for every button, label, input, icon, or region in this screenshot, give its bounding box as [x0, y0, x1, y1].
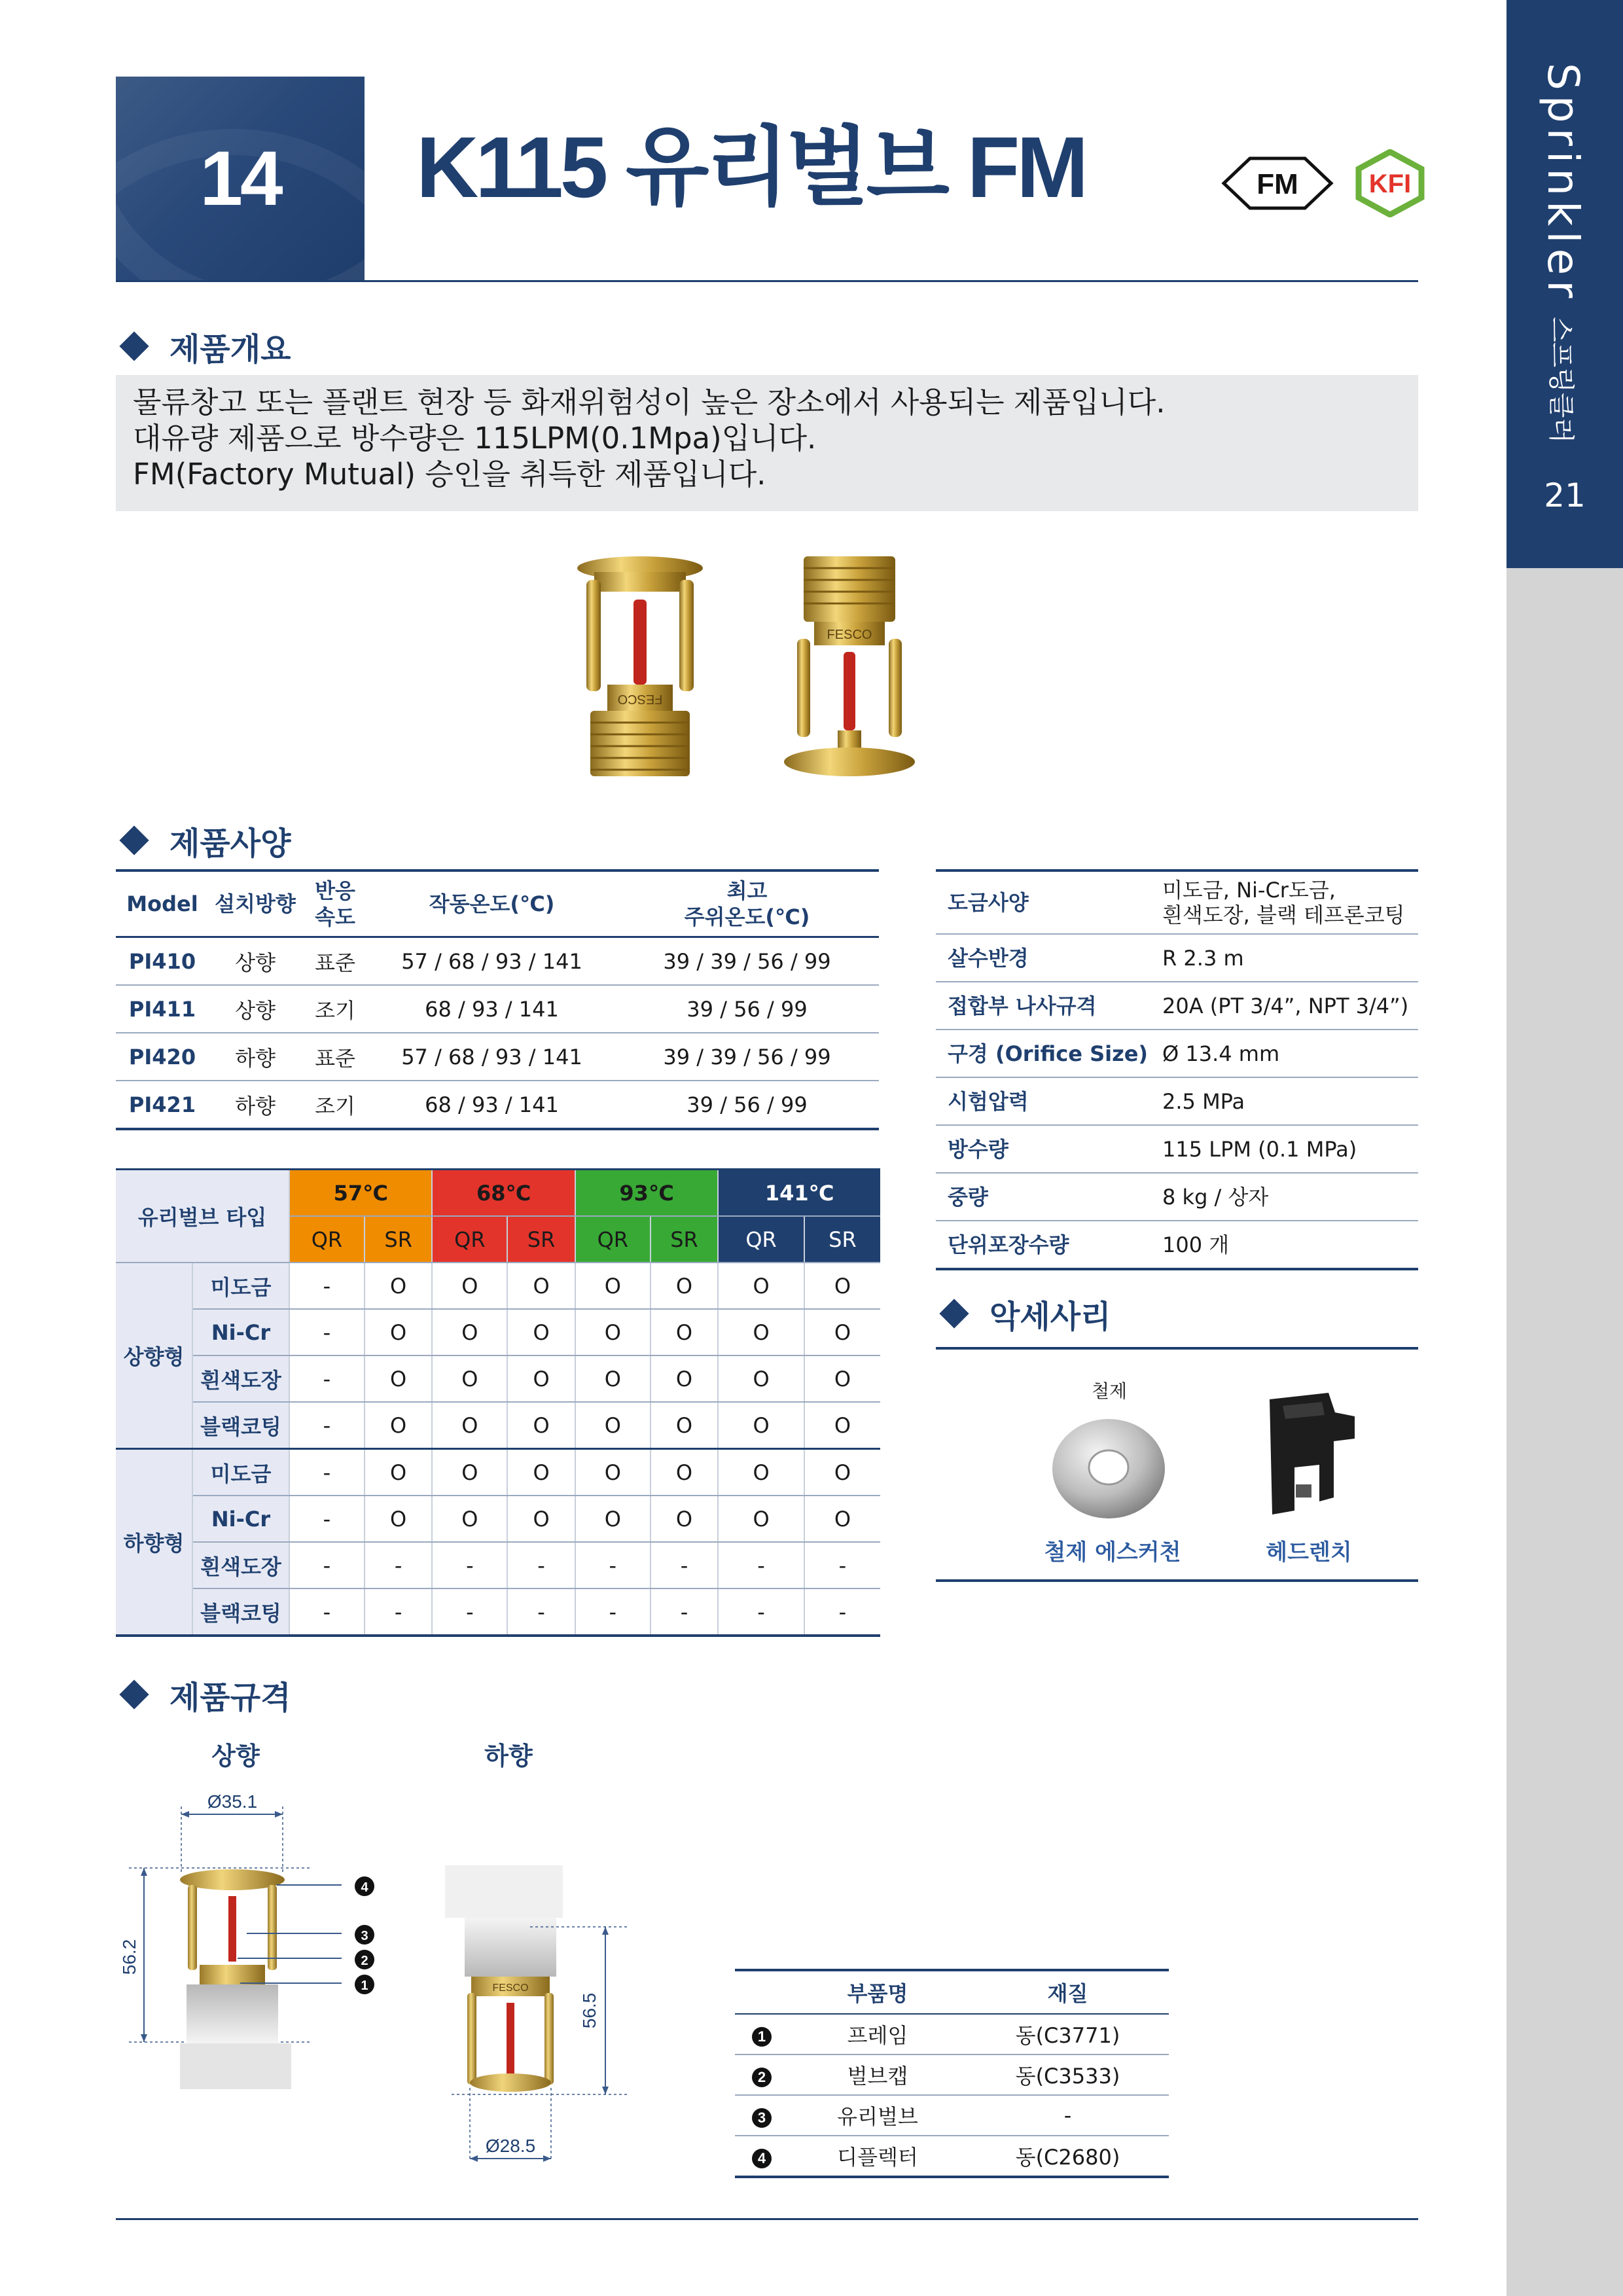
- bulb-availability-cell: O: [432, 1355, 507, 1402]
- spec-detail-table: [936, 869, 1418, 1270]
- accessories-heading: 악세사리: [936, 1292, 1111, 1335]
- bulb-availability-cell: O: [365, 1449, 433, 1496]
- bulb-availability-cell: -: [289, 1263, 365, 1309]
- pendent-dimension-drawing: [432, 1859, 668, 2172]
- bulb-row: [116, 1588, 880, 1636]
- spec-table: [116, 869, 879, 1130]
- bulb-availability-cell: O: [718, 1496, 804, 1542]
- bulb-availability-cell: O: [651, 1449, 719, 1496]
- bulb-availability-cell: O: [718, 1309, 804, 1355]
- head-wrench-image: [1257, 1386, 1355, 1517]
- side-category-en: Sprinkler: [1538, 63, 1588, 304]
- bulb-availability-cell: O: [718, 1449, 804, 1496]
- svg-text:3: 3: [361, 1929, 368, 1943]
- bulb-availability-cell: -: [804, 1588, 880, 1636]
- overview-line: 물류창고 또는 플랜트 현장 등 화재위험성이 높은 장소에서 사용되는 제품입니다.: [133, 385, 1166, 420]
- overview-line: FM(Factory Mutual) 승인을 취득한 제품입니다.: [133, 457, 766, 492]
- footer-divider: [116, 2218, 1418, 2220]
- bulb-availability-cell: -: [289, 1496, 365, 1542]
- upright-label: 상향: [211, 1742, 260, 1770]
- temp-68: 68℃: [432, 1170, 575, 1217]
- bulb-availability-cell: O: [432, 1496, 507, 1542]
- bulb-row: [116, 1402, 880, 1449]
- bulb-availability-cell: -: [432, 1588, 507, 1636]
- accessory-wrench-name: 헤드렌치: [1266, 1539, 1352, 1566]
- part-number-badge: 1: [752, 2027, 772, 2047]
- bulb-finish-label: 미도금: [192, 1449, 289, 1496]
- side-category-ko: 스프링클러: [1546, 317, 1576, 444]
- bulb-availability-cell: -: [289, 1449, 365, 1496]
- dimensions-heading: 제품규격: [116, 1673, 291, 1716]
- fesco-engraving: FESCO: [827, 628, 872, 642]
- bulb-availability-cell: -: [718, 1588, 804, 1636]
- spec-row: PI411 상향 조기 68 / 93 / 141 39 / 56 / 99: [116, 985, 879, 1033]
- bulb-availability-cell: O: [575, 1402, 651, 1449]
- bulb-availability-cell: -: [289, 1542, 365, 1588]
- bulb-row: [116, 1542, 880, 1588]
- bulb-finish-label: 블랙코팅: [192, 1402, 289, 1449]
- spec-row: PI421 하향 조기 68 / 93 / 141 39 / 56 / 99: [116, 1081, 879, 1129]
- bulb-availability-cell: -: [432, 1542, 507, 1588]
- parts-row: 1 프레임 동(C3771): [735, 2014, 1169, 2054]
- pendent-width-label: Ø28.5: [485, 2136, 536, 2156]
- bulb-availability-cell: O: [365, 1263, 433, 1309]
- bulb-availability-cell: O: [507, 1449, 575, 1496]
- spec-col-header: 작동온도(℃): [368, 870, 615, 937]
- side-grey-band: [1507, 568, 1623, 2296]
- bulb-availability-cell: O: [365, 1496, 433, 1542]
- bulb-availability-cell: O: [804, 1496, 880, 1542]
- diamond-bullet-icon: [119, 825, 149, 855]
- accessory-escutcheon-name: 철제 에스커천: [1044, 1539, 1181, 1566]
- parts-col-name: 부품명: [789, 1970, 967, 2014]
- page-title: K115 유리벌브 FM: [416, 119, 1086, 215]
- part-number-badge: 3: [752, 2108, 772, 2128]
- bulb-availability-cell: -: [804, 1542, 880, 1588]
- spec-row: PI410 상향 표준 57 / 68 / 93 / 141 39 / 39 / 56 / 99: [116, 937, 879, 986]
- bulb-availability-cell: -: [718, 1542, 804, 1588]
- bulb-availability-cell: -: [365, 1542, 433, 1588]
- bulb-finish-label: 흰색도장: [192, 1542, 289, 1588]
- kfi-logo-text: KFI: [1368, 170, 1412, 198]
- spec-detail-row: 살수반경 R 2.3 m: [936, 934, 1418, 982]
- kfi-logo: [1353, 149, 1427, 217]
- bulb-availability-cell: O: [432, 1309, 507, 1355]
- pendent-label: 하향: [484, 1742, 533, 1770]
- bulb-availability-cell: O: [718, 1263, 804, 1309]
- bulb-availability-cell: O: [507, 1355, 575, 1402]
- chapter-number-box: [116, 77, 365, 281]
- bulb-availability-cell: -: [651, 1542, 719, 1588]
- bulb-row: [116, 1309, 880, 1355]
- bulb-availability-cell: -: [365, 1588, 433, 1636]
- fm-approval-logo: [1221, 154, 1334, 212]
- bulb-availability-cell: O: [575, 1309, 651, 1355]
- bulb-finish-label: 블랙코팅: [192, 1588, 289, 1636]
- svg-text:4: 4: [361, 1880, 368, 1895]
- fesco-engraving: FESCO: [492, 1982, 529, 1994]
- bulb-type-label: 유리벌브 타입: [116, 1170, 289, 1263]
- accessories-bottom-rule: [936, 1579, 1418, 1582]
- spec-col-header: Model: [116, 870, 209, 937]
- parts-col-material: 재질: [967, 1970, 1169, 2014]
- bulb-availability-cell: O: [507, 1309, 575, 1355]
- bulb-availability-cell: O: [365, 1355, 433, 1402]
- page-number: 21: [1544, 476, 1586, 514]
- bulb-availability-cell: O: [804, 1402, 880, 1449]
- bulb-availability-cell: -: [289, 1355, 365, 1402]
- pendent-height-label: 56.5: [579, 1992, 599, 2029]
- bulb-availability-cell: O: [651, 1355, 719, 1402]
- bulb-group-label: 하향형: [116, 1449, 192, 1636]
- bulb-finish-label: Ni-Cr: [192, 1309, 289, 1355]
- fesco-engraving: FESCO: [617, 692, 663, 706]
- spec-detail-row: 방수량 115 LPM (0.1 MPa): [936, 1125, 1418, 1173]
- bulb-availability-cell: O: [507, 1496, 575, 1542]
- bulb-availability-cell: O: [432, 1402, 507, 1449]
- escutcheon-material: 철제: [1091, 1380, 1128, 1402]
- bulb-availability-cell: O: [575, 1355, 651, 1402]
- pendent-sprinkler-image: [777, 554, 921, 780]
- bulb-availability-cell: O: [432, 1449, 507, 1496]
- bulb-row: [116, 1496, 880, 1542]
- bulb-availability-cell: O: [804, 1309, 880, 1355]
- bulb-availability-cell: O: [507, 1402, 575, 1449]
- bulb-availability-cell: O: [651, 1496, 719, 1542]
- bulb-availability-cell: O: [804, 1449, 880, 1496]
- bulb-availability-cell: -: [289, 1309, 365, 1355]
- parts-row: 4 디플렉터 동(C2680): [735, 2136, 1169, 2177]
- overview-box: [116, 375, 1418, 511]
- side-category: [1507, 63, 1623, 456]
- bulb-availability-cell: O: [651, 1263, 719, 1309]
- fm-logo-text: FM: [1257, 168, 1298, 200]
- bulb-availability-cell: -: [507, 1588, 575, 1636]
- temp-57: 57℃: [289, 1170, 432, 1217]
- upright-sprinkler-image: [568, 554, 712, 780]
- bulb-availability-cell: -: [575, 1542, 651, 1588]
- spec-row: PI420 하향 표준 57 / 68 / 93 / 141 39 / 39 / 56 / 99: [116, 1033, 879, 1081]
- overview-heading: 제품개요: [116, 325, 291, 368]
- bulb-availability-cell: O: [507, 1263, 575, 1309]
- upright-height-label: 56.2: [119, 1939, 139, 1975]
- spec-col-header: 최고 주위온도(℃): [615, 870, 879, 937]
- diamond-bullet-icon: [939, 1299, 969, 1328]
- bulb-row: [116, 1355, 880, 1402]
- upright-dimension-drawing: [116, 1788, 423, 2102]
- temp-141: 141℃: [718, 1170, 880, 1217]
- bulb-availability-cell: O: [575, 1496, 651, 1542]
- bulb-availability-cell: O: [575, 1449, 651, 1496]
- bulb-availability-cell: -: [651, 1588, 719, 1636]
- part-number-badge: 4: [752, 2149, 772, 2168]
- bulb-availability-cell: -: [507, 1542, 575, 1588]
- parts-row: 3 유리벌브 -: [735, 2095, 1169, 2136]
- escutcheon-image: [1050, 1416, 1168, 1521]
- diamond-bullet-icon: [119, 1679, 149, 1709]
- bulb-availability-cell: O: [718, 1355, 804, 1402]
- bulb-availability-cell: O: [365, 1402, 433, 1449]
- temp-93: 93℃: [575, 1170, 718, 1217]
- bulb-availability-cell: -: [289, 1402, 365, 1449]
- bulb-availability-cell: O: [575, 1263, 651, 1309]
- spec-detail-row: 단위포장수량 100 개: [936, 1221, 1418, 1269]
- bulb-finish-label: Ni-Cr: [192, 1496, 289, 1542]
- svg-text:1: 1: [361, 1979, 368, 1993]
- parts-row: 2 벌브캡 동(C3533): [735, 2054, 1169, 2095]
- upright-width-label: Ø35.1: [207, 1791, 258, 1812]
- bulb-availability-cell: O: [804, 1263, 880, 1309]
- bulb-availability-cell: O: [651, 1309, 719, 1355]
- bulb-availability-cell: -: [575, 1588, 651, 1636]
- bulb-group-label: 상향형: [116, 1263, 192, 1449]
- part-number-badge: 2: [752, 2068, 772, 2087]
- svg-text:2: 2: [361, 1954, 368, 1968]
- bulb-availability-cell: -: [289, 1588, 365, 1636]
- spec-detail-row: 중량 8 kg / 상자: [936, 1173, 1418, 1221]
- bulb-availability-cell: O: [432, 1263, 507, 1309]
- bulb-availability-cell: O: [718, 1402, 804, 1449]
- bulb-compat-table: 유리벌브 타입 57℃ 68℃ 93℃ 141℃ QR SR QR SR QR SR QR SR 상향형 미도금 - O O O O O O O Ni-Cr - O O O O O O O 흰색도장 - O O O O O O O 블랙코팅 - O O O O O O O 하향형 미도금 - O O O O O O O Ni-Cr - O O O O O O O 흰색도장 - - - - - - - - 블랙코팅 - - - - - - - -: [116, 1168, 880, 1637]
- spec-heading: 제품사양: [116, 819, 291, 862]
- bulb-row: [116, 1263, 880, 1309]
- parts-table: [735, 1969, 1169, 2178]
- accessories-top-rule: [936, 1347, 1418, 1350]
- spec-col-header: 반응 속도: [302, 870, 368, 937]
- diamond-bullet-icon: [119, 331, 149, 361]
- spec-detail-row: 접합부 나사규격 20A (PT 3/4”, NPT 3/4”): [936, 982, 1418, 1030]
- bulb-availability-cell: O: [804, 1355, 880, 1402]
- bulb-row: [116, 1449, 880, 1496]
- bulb-finish-label: 미도금: [192, 1263, 289, 1309]
- bulb-availability-cell: O: [651, 1402, 719, 1449]
- overview-line: 대유량 제품으로 방수량은 115LPM(0.1Mpa)입니다.: [133, 421, 817, 456]
- spec-detail-row: 도금사양 미도금, Ni-Cr도금, 흰색도장, 블랙 테프론코팅: [936, 870, 1418, 934]
- bulb-finish-label: 흰색도장: [192, 1355, 289, 1402]
- bulb-availability-cell: O: [365, 1309, 433, 1355]
- spec-detail-row: 구경 (Orifice Size) Ø 13.4 mm: [936, 1030, 1418, 1077]
- spec-detail-row: 시험압력 2.5 MPa: [936, 1077, 1418, 1125]
- spec-col-header: 설치방향: [209, 870, 302, 937]
- chapter-number: 14: [200, 135, 281, 222]
